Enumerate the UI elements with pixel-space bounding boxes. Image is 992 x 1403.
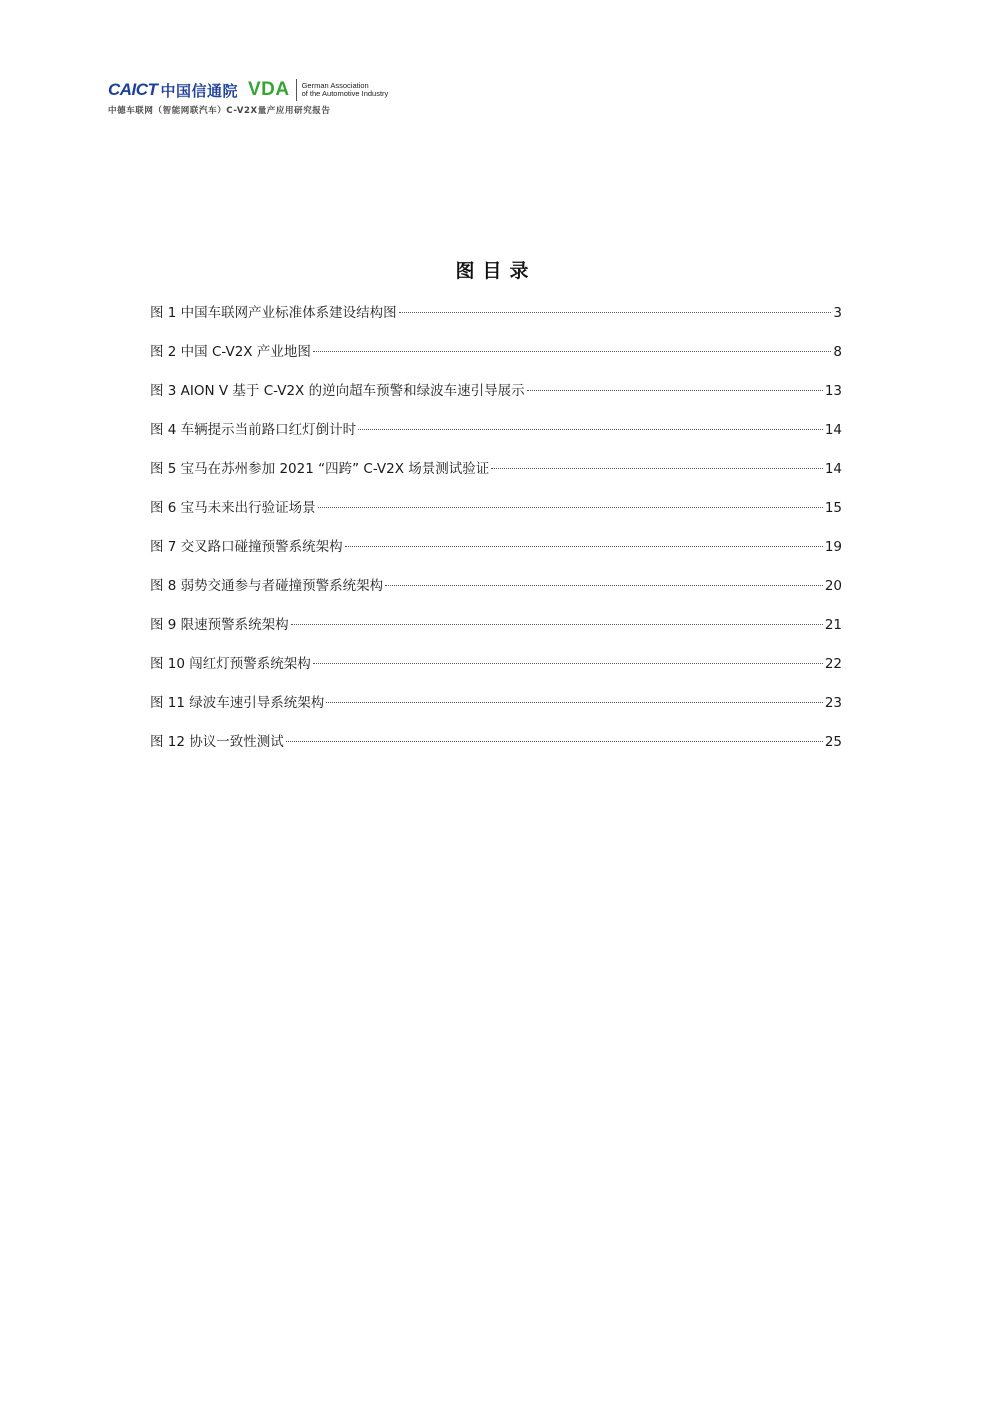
toc-entry[interactable] <box>150 575 842 614</box>
page-header <box>108 78 388 116</box>
vda-name-line-1: German Association <box>301 80 369 90</box>
page-title: 图目录 <box>455 260 537 282</box>
toc-entry-label: 图 10 闯红灯预警系统架构 <box>150 656 311 672</box>
toc-entry-page-number: 21 <box>824 617 842 633</box>
toc-dot-leader <box>345 546 823 547</box>
toc-entry-label: 图 6 宝马未来出行验证场景 <box>150 500 316 516</box>
toc-dot-leader <box>527 390 823 391</box>
toc-entry-label: 图 7 交叉路口碰撞预警系统架构 <box>150 539 343 555</box>
logo-row <box>108 78 388 102</box>
toc-entry-page-number: 22 <box>824 656 842 672</box>
toc-entry-page-number: 3 <box>833 305 842 321</box>
toc-dot-leader <box>399 312 832 313</box>
toc-entry-label: 图 8 弱势交通参与者碰撞预警系统架构 <box>150 578 384 594</box>
toc-entry-page-number: 20 <box>824 578 842 594</box>
vda-full-name <box>302 82 389 99</box>
logo-divider <box>296 79 297 101</box>
vda-logo: VDA <box>247 79 290 100</box>
toc-entry-page-number: 25 <box>824 734 842 750</box>
toc-dot-leader <box>313 351 832 352</box>
toc-dot-leader <box>291 624 823 625</box>
toc-entry-label: 图 9 限速预警系统架构 <box>150 617 289 633</box>
toc-entry[interactable] <box>150 653 842 692</box>
toc-dot-leader <box>313 663 823 664</box>
toc-entry[interactable] <box>150 302 842 341</box>
toc-entry-page-number: 8 <box>833 344 842 360</box>
caict-logo: CAICT <box>108 80 158 99</box>
toc-entry[interactable] <box>150 341 842 380</box>
toc-entry[interactable] <box>150 614 842 653</box>
toc-entry-page-number: 14 <box>824 422 842 438</box>
toc-entry-label: 图 1 中国车联网产业标准体系建设结构图 <box>150 305 397 321</box>
toc-dot-leader <box>286 741 823 742</box>
toc-entry-page-number: 15 <box>824 500 842 516</box>
toc-entry[interactable] <box>150 458 842 497</box>
toc-dot-leader <box>491 468 823 469</box>
toc-dot-leader <box>358 429 823 430</box>
toc-entry[interactable] <box>150 419 842 458</box>
toc-entry-page-number: 19 <box>824 539 842 555</box>
toc-entry-label: 图 11 绿波车速引导系统架构 <box>150 695 325 711</box>
toc-dot-leader <box>385 585 823 586</box>
toc-entry-label: 图 12 协议一致性测试 <box>150 734 284 750</box>
toc-entry[interactable] <box>150 536 842 575</box>
toc-entry-page-number: 14 <box>824 461 842 477</box>
toc-entry-page-number: 13 <box>824 383 842 399</box>
caict-chinese-logo: 中国信通院 <box>160 81 238 100</box>
toc-entry[interactable] <box>150 497 842 536</box>
toc-entry[interactable] <box>150 380 842 419</box>
toc-entry[interactable] <box>150 731 842 770</box>
toc-entry-label: 图 2 中国 C-V2X 产业地图 <box>150 344 311 360</box>
report-title: 中德车联网（智能网联汽车）C-V2X量产应用研究报告 <box>108 106 331 116</box>
toc-dot-leader <box>326 702 823 703</box>
toc-entry-label: 图 3 AION V 基于 C-V2X 的逆向超车预警和绿波车速引导展示 <box>150 383 525 399</box>
toc-entry-page-number: 23 <box>824 695 842 711</box>
toc-entry-label: 图 4 车辆提示当前路口红灯倒计时 <box>150 422 357 438</box>
toc-dot-leader <box>318 507 823 508</box>
figure-list <box>150 302 842 770</box>
toc-entry-label: 图 5 宝马在苏州参加 2021 “四跨” C-V2X 场景测试验证 <box>150 461 490 477</box>
vda-name-line-2: of the Automotive Industry <box>301 89 389 98</box>
toc-entry[interactable] <box>150 692 842 731</box>
